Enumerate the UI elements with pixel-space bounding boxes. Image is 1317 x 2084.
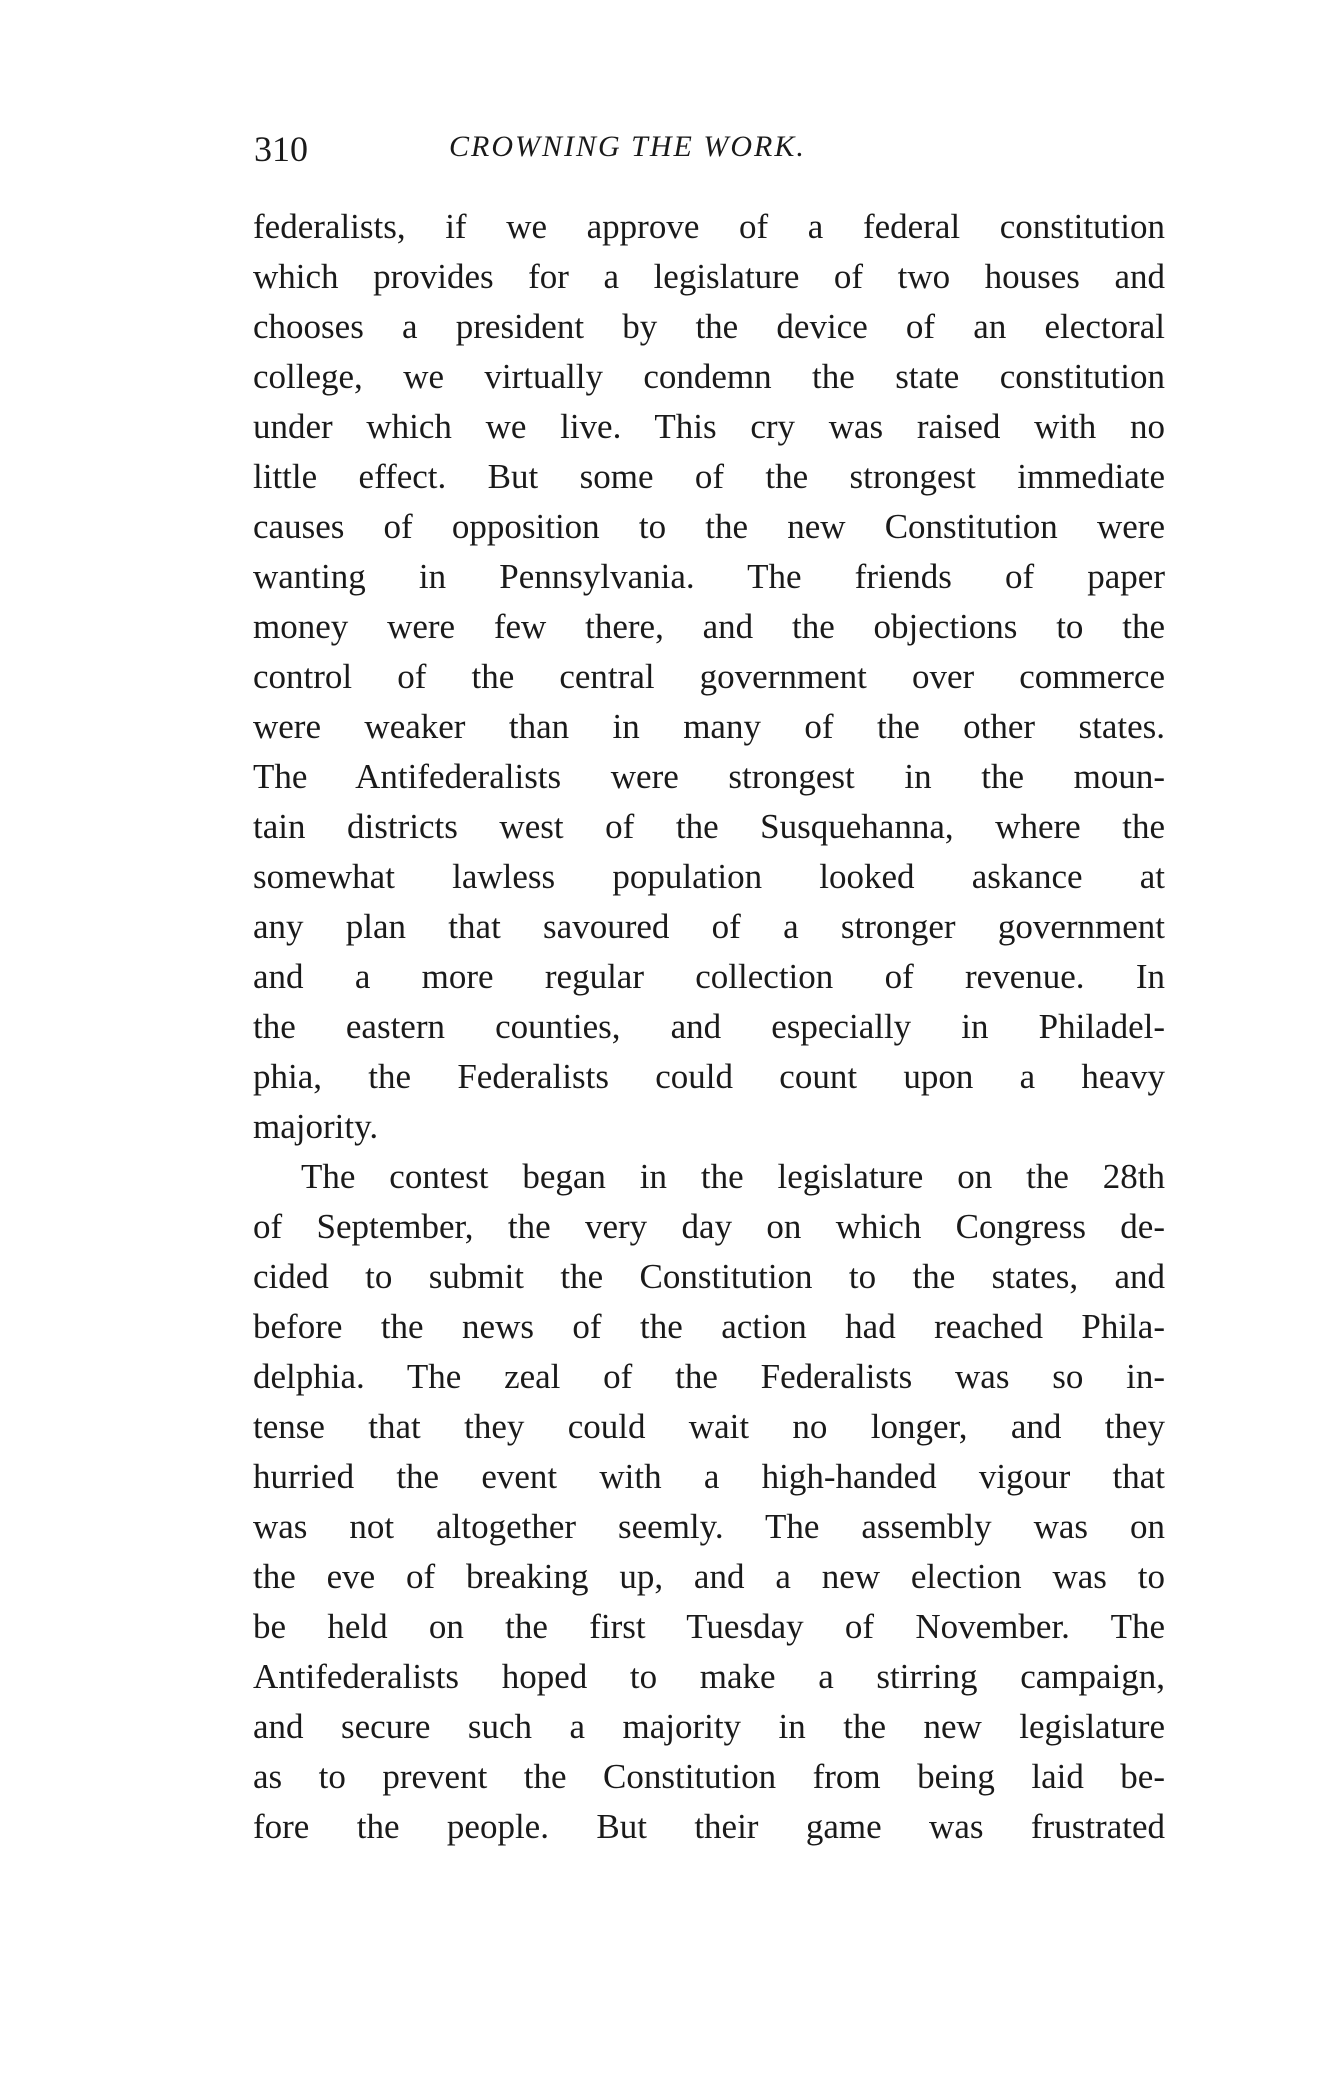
- text-line: cided to submit the Constitution to the states, and: [253, 1257, 1165, 1296]
- text-line: before the news of the action had reached Phila-: [253, 1307, 1165, 1346]
- text-line: tense that they could wait no longer, and they: [253, 1407, 1165, 1446]
- text-line: delphia. The zeal of the Federalists was so in-: [253, 1357, 1165, 1396]
- running-title: CROWNING THE WORK.: [449, 130, 806, 163]
- text-line: Antifederalists hoped to make a stirring campaign,: [253, 1657, 1165, 1696]
- text-line: federalists, if we approve of a federal constitution: [253, 207, 1165, 246]
- text-line: phia, the Federalists could count upon a heavy: [253, 1057, 1165, 1096]
- text-line: tain districts west of the Susquehanna, where the: [253, 807, 1165, 846]
- text-line: hurried the event with a high-handed vigour that: [253, 1457, 1165, 1496]
- text-line: control of the central government over commerce: [253, 657, 1165, 696]
- text-line: and a more regular collection of revenue. In: [253, 957, 1165, 996]
- text-line: of September, the very day on which Congress de-: [253, 1207, 1165, 1246]
- text-line: be held on the first Tuesday of November. The: [253, 1607, 1165, 1646]
- text-line: and secure such a majority in the new legislature: [253, 1707, 1165, 1746]
- text-line: were weaker than in many of the other states.: [253, 707, 1165, 746]
- text-line: chooses a president by the device of an electoral: [253, 307, 1165, 346]
- text-line: under which we live. This cry was raised with no: [253, 407, 1165, 446]
- page-number: 310: [254, 129, 308, 169]
- text-line: money were few there, and the objections to the: [253, 607, 1165, 646]
- text-line: the eve of breaking up, and a new election was to: [253, 1557, 1165, 1596]
- text-line: which provides for a legislature of two houses and: [253, 257, 1165, 296]
- text-line: The Antifederalists were strongest in the moun-: [253, 757, 1165, 796]
- text-line: wanting in Pennsylvania. The friends of paper: [253, 557, 1165, 596]
- text-line: as to prevent the Constitution from being laid be-: [253, 1757, 1165, 1796]
- text-line: causes of opposition to the new Constitution were: [253, 507, 1165, 546]
- text-line: was not altogether seemly. The assembly was on: [253, 1507, 1165, 1546]
- paragraph-1: [253, 202, 1165, 1152]
- body-text: [253, 202, 1165, 1852]
- page-header: [254, 128, 1166, 176]
- text-line: little effect. But some of the strongest immediate: [253, 457, 1165, 496]
- text-line: The contest began in the legislature on the 28th: [301, 1157, 1165, 1196]
- text-line: college, we virtually condemn the state constitution: [253, 357, 1165, 396]
- text-line: somewhat lawless population looked askance at: [253, 857, 1165, 896]
- text-line: majority.: [253, 1107, 379, 1146]
- text-line: fore the people. But their game was frustrated: [253, 1807, 1165, 1846]
- text-line: the eastern counties, and especially in Philadel-: [253, 1007, 1165, 1046]
- paragraph-2: [253, 1152, 1165, 1852]
- text-line: any plan that savoured of a stronger government: [253, 907, 1165, 946]
